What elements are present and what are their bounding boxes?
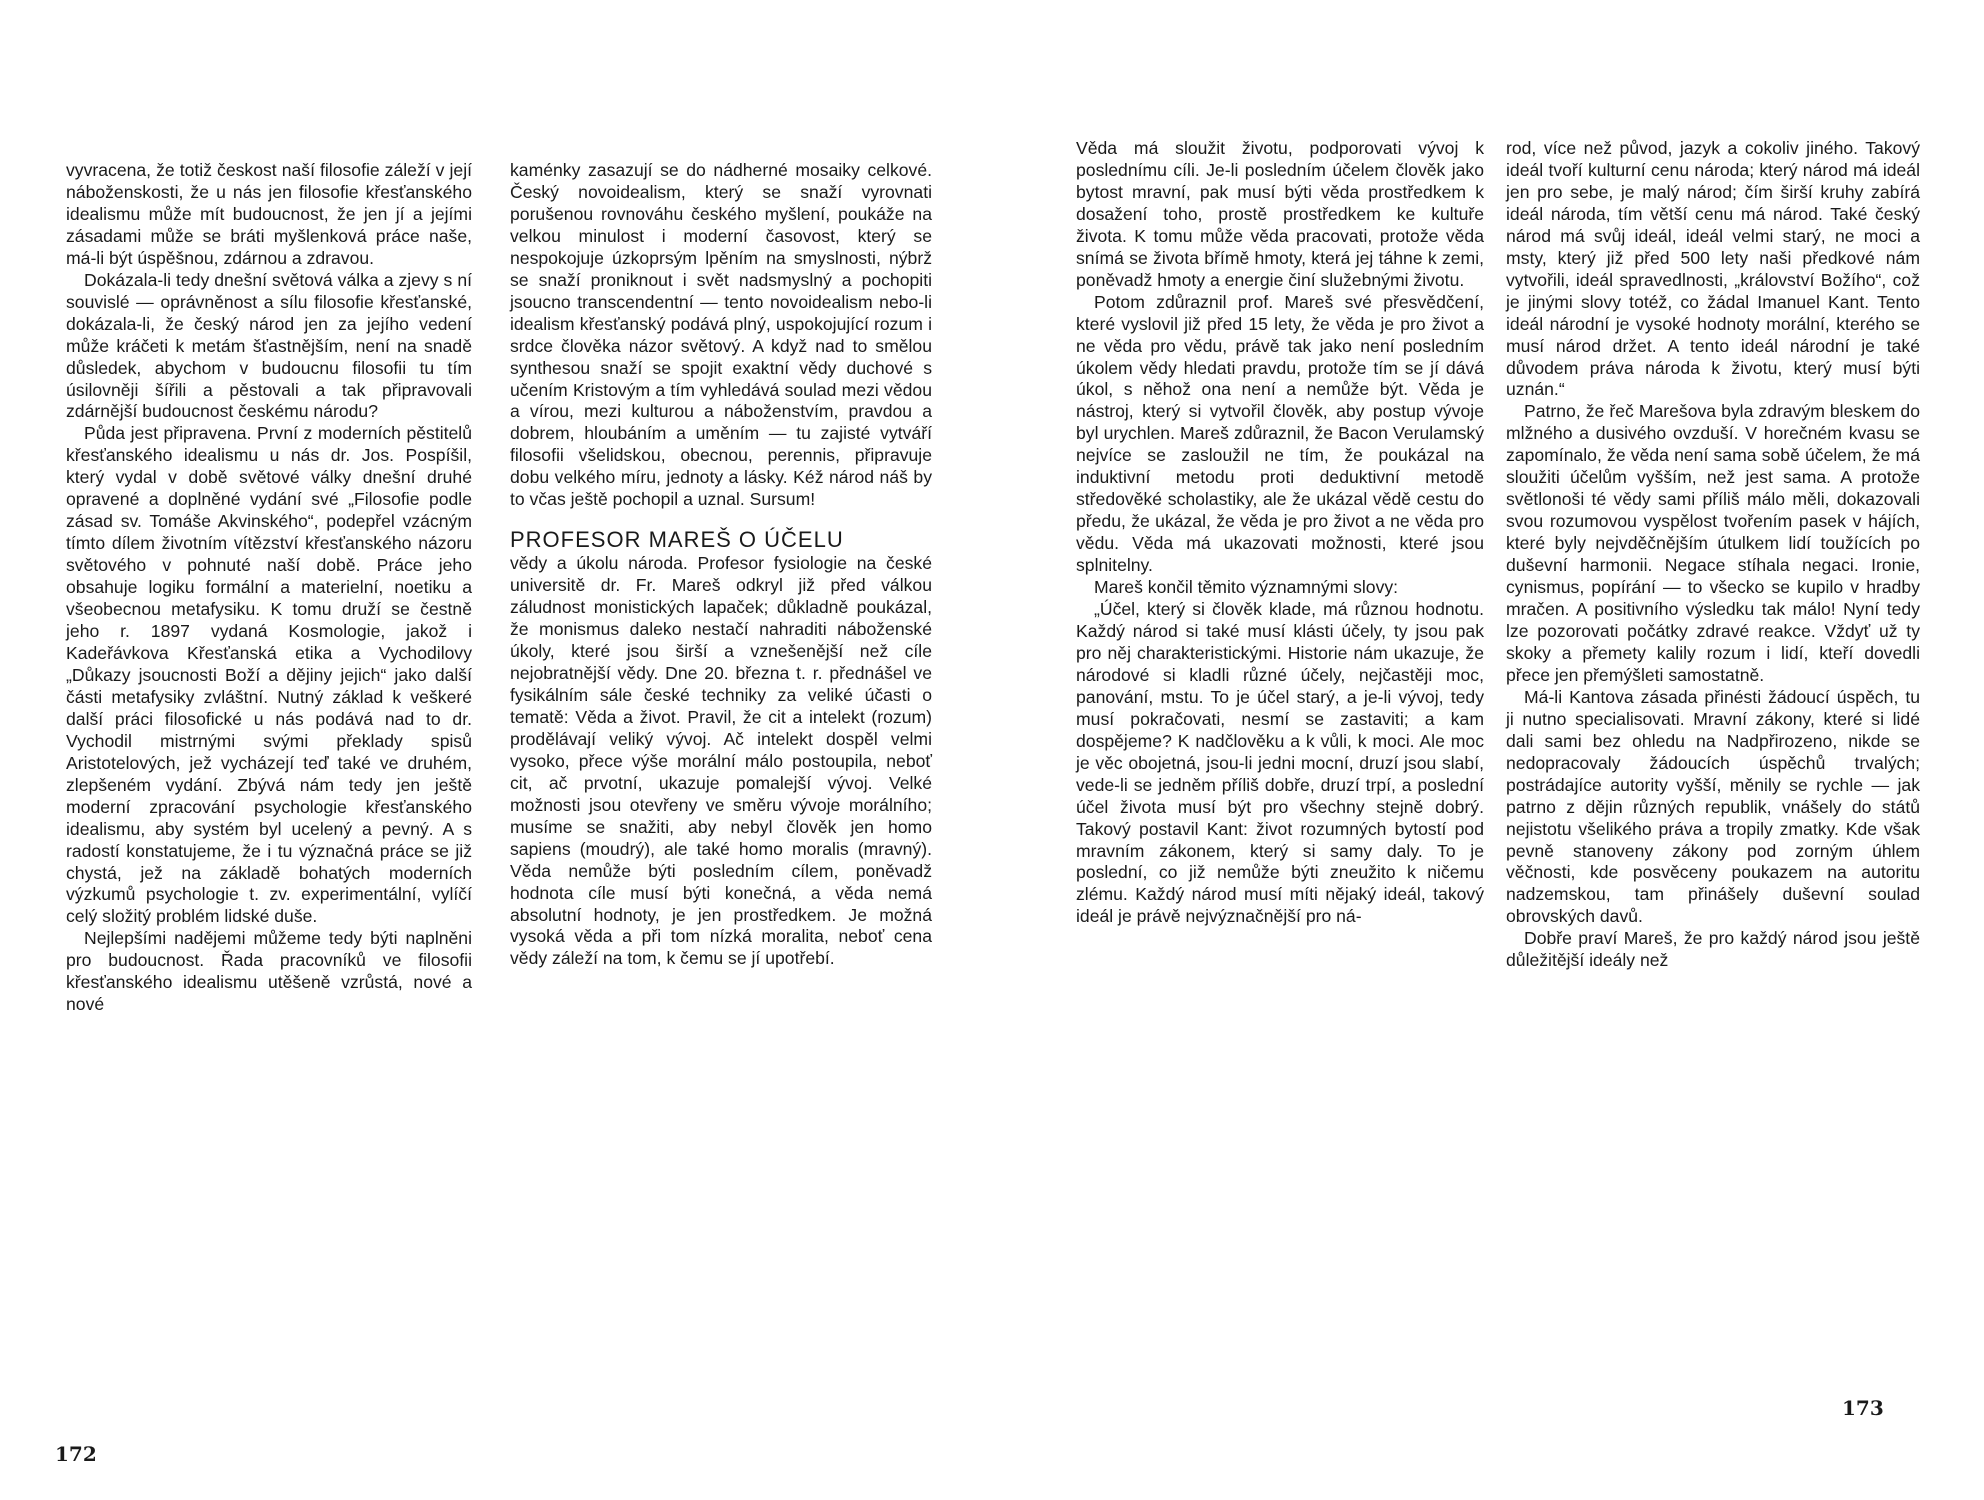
page-number: 173 [1842, 1396, 1884, 1420]
right-column [1506, 138, 1920, 972]
paragraph: vyvracena, že totiž českost naší filosofie záleží v její náboženskosti, že u nás jen filosofie křesťanského idealismu může mít budoucnost, že jen jí a jejími zásadami může se bráti myšlenková práce naše, má-li být úspěšnou, zdárnou a zdravou. [66, 160, 472, 268]
right-page [992, 0, 1984, 1500]
paragraph: kaménky zasazují se do nádherné mosaiky celkové. Český novoidealism, který se snaží vyrovnati porušenou rovnováhu českého myšlení, poukáže na velkou minulost i moderní časovost, který se nespokojuje úzkoprsým lpěním na smyslnosti, nýbrž se snaží proniknout i svět nadsmyslný a pochopiti jsoucno transcendentní — tento novoidealism nebo-li idealism křesťanský podává plný, uspokojující rozum i srdce člověka názor světový. A když nad to smělou synthesou snaží se spojit exaktní vědy duchové s učením Kristovým a tím vyhledává soulad mezi vědou a vírou, mezi kulturou a náboženstvím, pravdou a dobrem, hloubáním a uměním — tu zajisté vytváří filosofii všelidskou, obecnou, perennis, připravuje dobu velkého míru, jednoty a lásky. Kéž národ náš by to včas ještě pochopil a uznal. Sursum! [510, 160, 932, 510]
paragraph: Dokázala-li tedy dnešní světová válka a zjevy s ní souvislé — oprávněnost a sílu filosofie křesťanské, dokázala-li, že český národ jen za jejího vedení může kráčeti k metám šťastnějším, není na snadě důsledek, abychom v budoucnu filosofii tu tím úsilovněji šířili a pěstovali a tak připravovali zdárnější budoucnost českému národu? [66, 269, 472, 422]
article-heading: PROFESOR MAREŠ O ÚČELU [510, 527, 844, 553]
page-number: 172 [55, 1442, 97, 1466]
paragraph: Dobře praví Mareš, že pro každý národ jsou ještě důležitější ideály než [1506, 928, 1920, 971]
paragraph: Má-li Kantova zásada přinésti žádoucí úspěch, tu ji nutno specialisovati. Mravní zákony, které si lidé dali sami bez ohledu na Nadpřirozeno, nikde se nedopracovaly žádoucích úspěchů trvalých; postrádajíce autority vyšší, měnily se rychle — jak patrno z dějin různých republik, vnášely do států nejistotu všelikého práva a tropily zmatky. Kde však pevně stanoveny zákony pod zorným úhlem věčnosti, kde posvěceny poukazem na autoritu nadzemskou, tam přinášely duševní soulad obrovských davů. [1506, 686, 1920, 927]
left-column [66, 160, 472, 1016]
quote-paragraph: „Účel, který si člověk klade, má různou hodnotu. Každý národ si také musí klásti účely, ty jsou pak pro něj charakteristickými. Historie nám ukazuje, že národové si kladli různé účely, nejčastěji moc, panování, mstu. To je účel starý, a je-li vývoj, tedy musí pokračovati, nesmí se zastaviti; a kam dospějeme? K nadčlověku a k vůli, k moci. Ale moc je věc obojetná, jsou-li jedni mocní, druzí jsou slabí, vede-li se jedněm příliš dobře, druzí trpí, a poslední účel života musí být pro všechny stejně dobrý. Takový postavil Kant: život rozumných bytostí pod mravním zákonem, který si samy daly. To je poslední, co již nemůže býti zneužito k ničemu zlému. Každý národ musí míti nějaký ideál, takový ideál je právě nejvýznačnější pro ná- [1076, 599, 1484, 927]
left-column [1076, 138, 1484, 928]
paragraph: vědy a úkolu národa. Profesor fysiologie na české universitě dr. Fr. Mareš odkryl již před válkou záludnost monistických lapaček; důkladně poukázal, že monismus daleko nestačí nahraditi náboženské úkoly, které jsou širší a vznešenější než cíle nejobratnější vědy. Dne 20. března t. r. přednášel ve fysikálním sále české techniky za veliké účasti o tematě: Věda a život. Pravil, že cit a intelekt (rozum) prodělávají veliký vývoj. Ač intelekt dospěl velmi vysoko, přece výše morální málo postoupila, neboť cit, ač prvotní, ukazuje pomalejší vývoj. Velké možnosti jsou otevřeny ve směru vývoje morálního; musíme se snažiti, aby nebyl člověk jen homo sapiens (moudrý), ale také homo moralis (mravný). Věda nemůže býti posledním cílem, poněvadž hodnota cíle musí býti konečná, a věda nemá absolutní hodnoty, je jen prostředkem. Je možná vysoká věda a při tom nízká moralita, neboť cena vědy záleží na tom, k čemu se jí upotřebí. [510, 553, 932, 969]
right-column [510, 160, 932, 970]
paragraph: rod, více než původ, jazyk a cokoliv jiného. Takový ideál tvoří kulturní cenu národa; který národ má ideál jen pro sebe, je malý národ; čím širší kruhy zabírá ideál národa, tím větší cenu má národ. Také český národ má svůj ideál, ideál velmi starý, ne moci a msty, který již před 500 lety naši předkové nám vytvořili, ideál spravedlnosti, „království Božího“, což je jinými slovy totéž, co žádal Imanuel Kant. Tento ideál národní je vysoké hodnoty morální, kterého se musí národ držet. A tento ideál národní je také důvodem práva národa k životu, který musí býti uznán.“ [1506, 138, 1920, 400]
paragraph: Potom zdůraznil prof. Mareš své přesvědčení, které vyslovil již před 15 lety, že věda je pro život a ne věda pro vědu, právě tak jako není posledním úkolem vědy hledati pravdu, protože tím se jí dává úkol, s něhož ona není a nemůže být. Věda je nástroj, který si vytvořil člověk, aby postup vývoje byl urychlen. Mareš zdůraznil, že Bacon Verulamský nejvíce se zasloužil ne tím, že poukázal na induktivní metodu proti deduktivní metodě středověké scholastiky, ale že ukázal vědě cestu do předu, že ukázal, že věda je pro život a ne věda pro vědu. Věda má ukazovati možnosti, které jsou splnitelny. [1076, 291, 1484, 576]
paragraph: Věda má sloužit životu, podporovati vývoj k poslednímu cíli. Je-li posledním účelem člověk jako bytost mravní, pak musí býti věda prostředkem k dosažení toho, prostě prostředkem ke kultuře života. K tomu může věda pracovati, protože věda snímá se života břímě hmoty, která jej táhne k zemi, poněvadž hmoty a energie činí služebnými životu. [1076, 138, 1484, 290]
paragraph: Nejlepšími nadějemi můžeme tedy býti naplněni pro budoucnost. Řada pracovníků ve filosofii křesťanského idealismu utěšeně vzrůstá, nové a nové [66, 928, 472, 1015]
paragraph: Mareš končil těmito významnými slovy: [1094, 577, 1399, 598]
paragraph: Půda jest připravena. První z moderních pěstitelů křesťanského idealismu u nás dr. Jos. Pospíšil, který vydal v době světové války dnešní druhé opravené a doplněné vydání své „Filosofie podle zásad sv. Tomáše Akvinského“, podepřel vzácným tímto dílem životním vítězství křesťanského názoru světového v pohnuté naší době. Práce jeho obsahuje logiku formální a materielní, noetiku a všeobecnou metafysiku. K tomu druží se čestně jeho r. 1897 vydaná Kosmologie, jakož i Kadeřávkova Křesťanská etika a Vychodilovy „Důkazy jsoucnosti Boží a dějiny jejich“ jako další části metafysiky zvláštní. Nutný základ k veškeré další práci filosofické u nás podává nad to dr. Vychodil mistrnými svými překlady spisů Aristotelových, jež vycházejí teď také ve druhém, zlepšeném vydání. Zbývá nám tedy jen ještě moderní zpracování psychologie křesťanského idealismu, aby systém byl ucelený a pevný. A s radostí konstatujeme, že i tu význačná práce se již chystá, jež na základě bohatých moderních výzkumů psychologie t. zv. experimentální, vylíčí celý složitý problém lidské duše. [66, 423, 472, 927]
paragraph: Patrno, že řeč Marešova byla zdravým bleskem do mlžného a dusivého ovzduší. V horečném kvasu se zapomínalo, že věda není sama sobě účelem, že má sloužiti účelům vyšším, než jest sama. A protože světlonoši té vědy sami příliš málo měli, dokazovali svou rozumovou vyspělost tvořením pasek v hájích, které byly nejvděčnějším útulkem lidí toužících po duševní harmonii. Negace stíhala negaci. Ironie, cynismus, popírání — to všecko se kupilo v hradby mračen. A positivního výsledku tak málo! Nyní tedy lze pozorovati počátky zdravé reakce. Vždyť už ty skoky a přemety kalily rozum i lidí, kteří dovedli přece jen přemýšleti samostatně. [1506, 401, 1920, 685]
